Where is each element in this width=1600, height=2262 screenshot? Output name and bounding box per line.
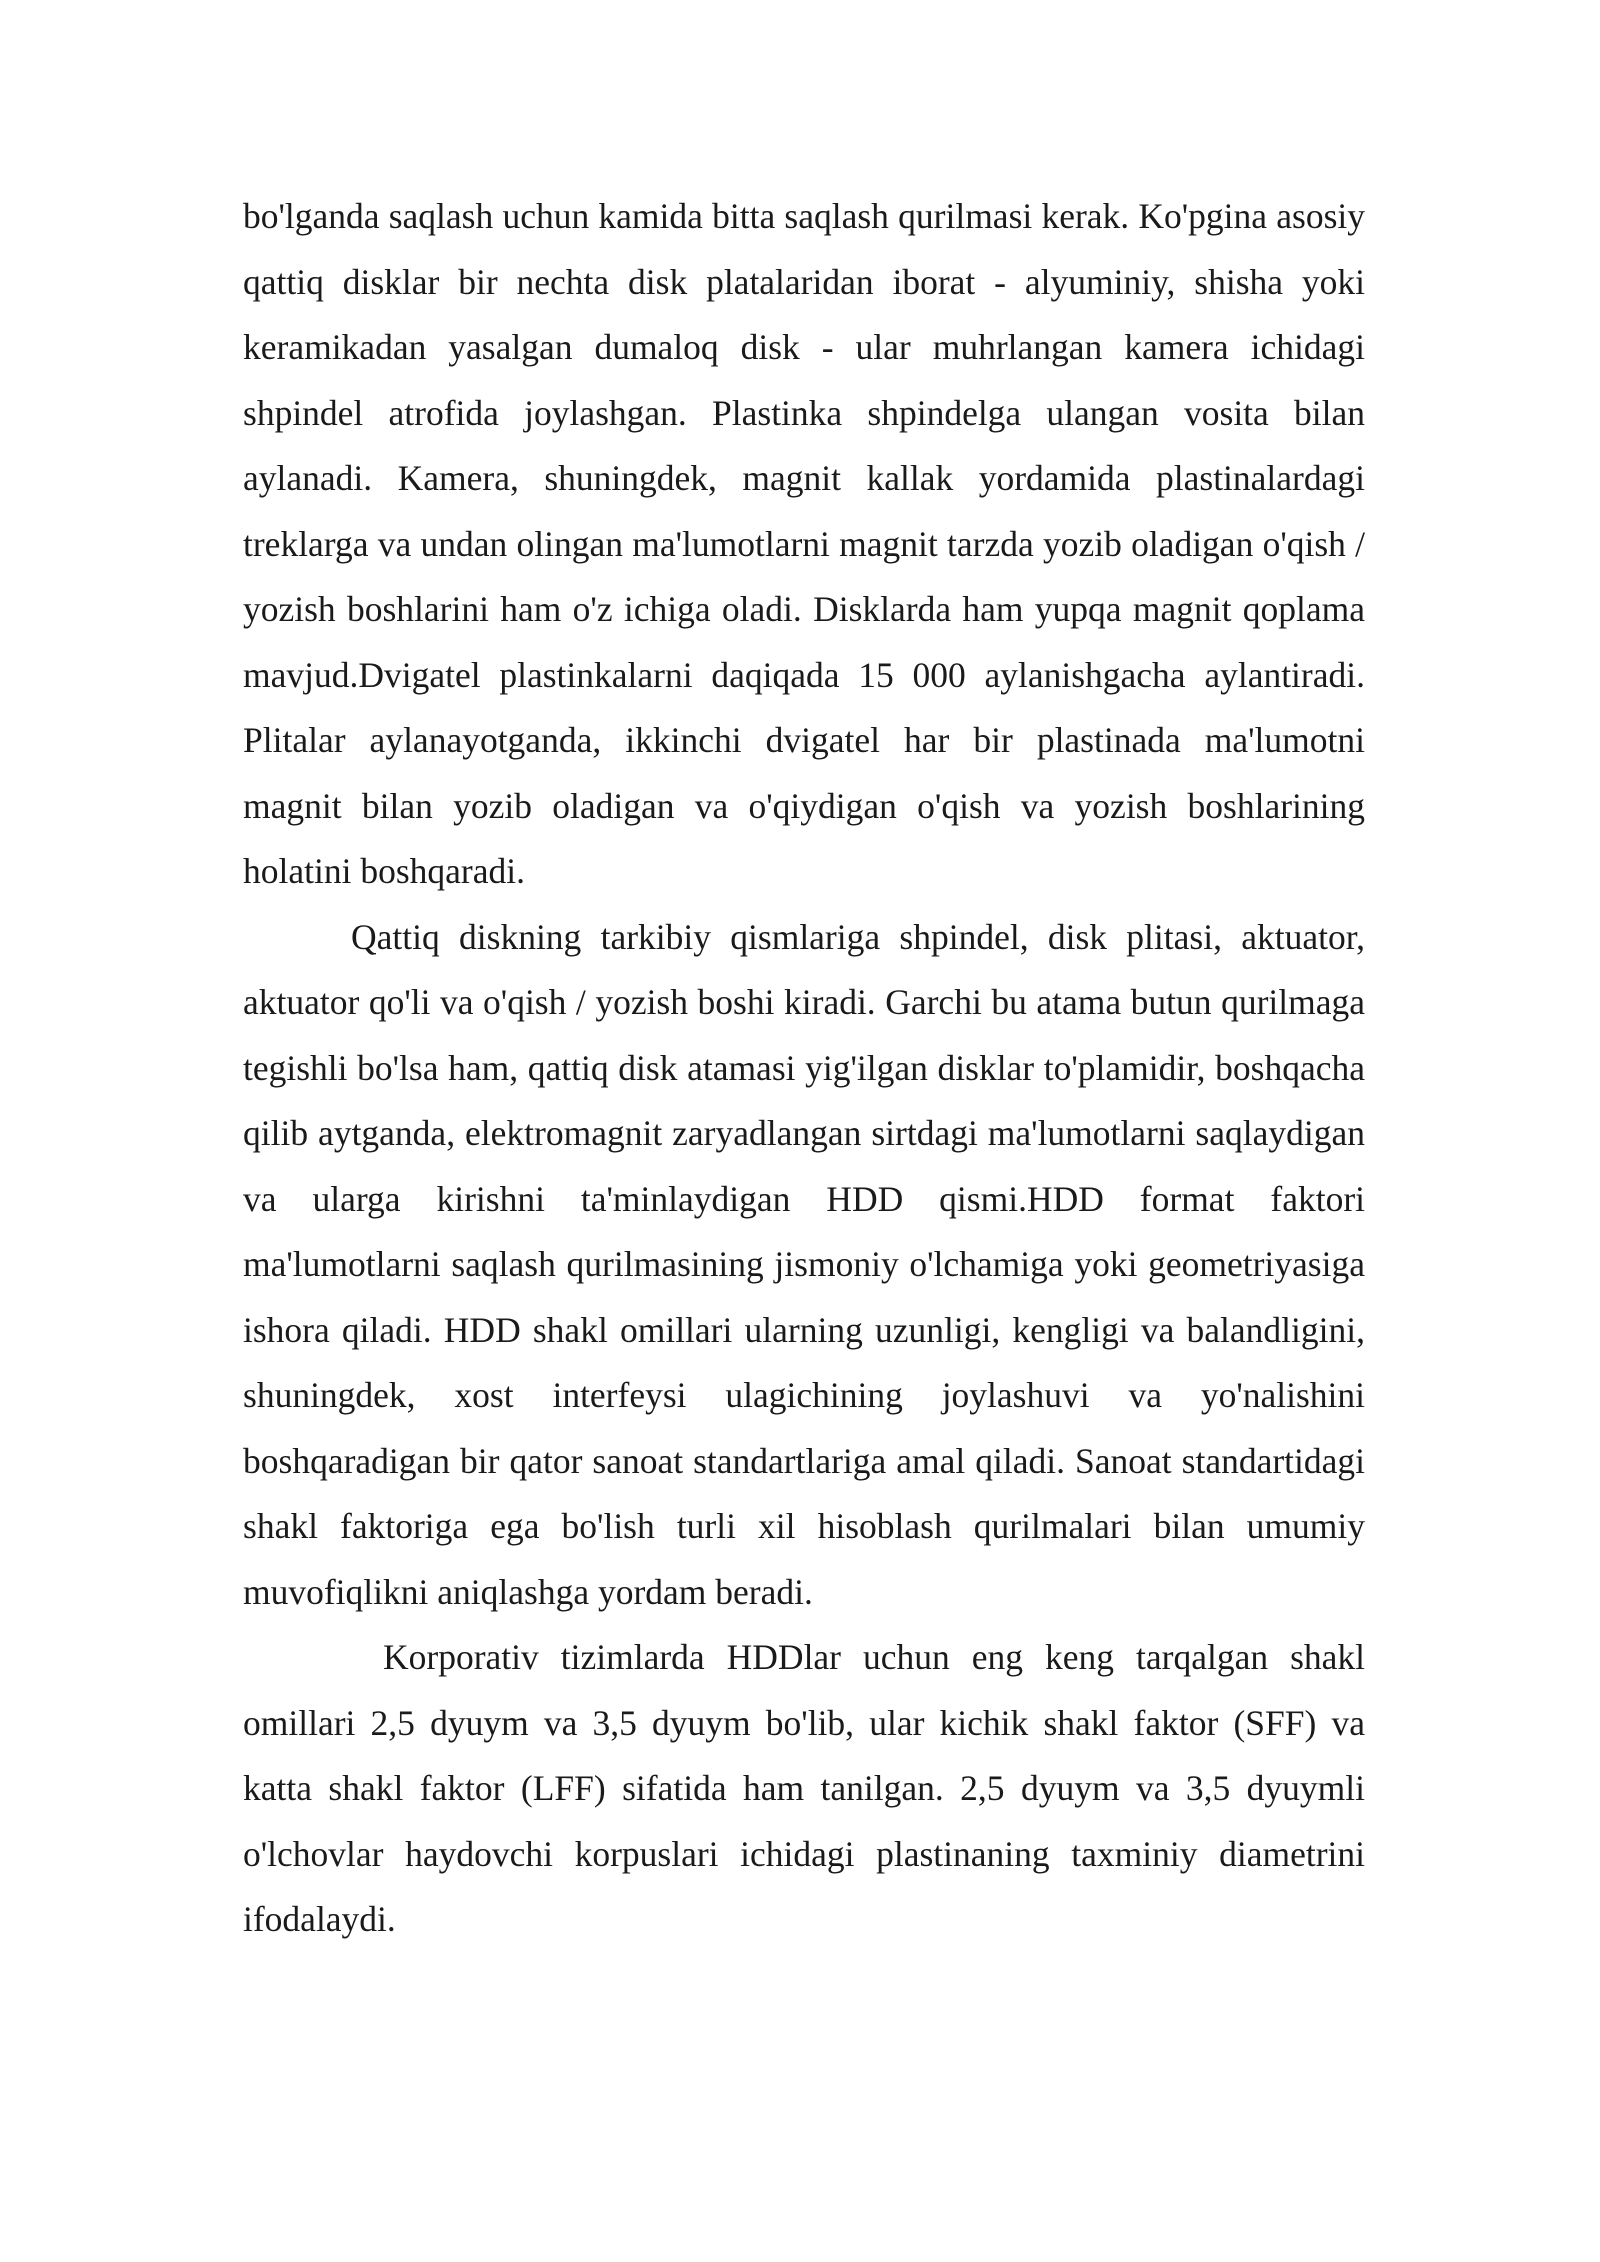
paragraph-3: Korporativ tizimlarda HDDlar uchun eng keng tarqalgan shakl omillari 2,5 dyuym va 3,5 dyuym bo'lib, ular kichik shakl faktor (SFF) va katta shakl faktor (LFF) sifatida ham tanilgan. 2,5 dyuym va 3,5 dyuymli o'lchovlar haydovchi korpuslari ichidagi plastinaning taxminiy diametrini ifodalaydi. <box>243 1637 1365 1939</box>
paragraph-1: bo'lganda saqlash uchun kamida bitta saqlash qurilmasi kerak. Ko'pgina asosiy qattiq disklar bir nechta disk platalaridan iborat - alyuminiy, shisha yoki keramikadan yasalgan dumaloq disk - ular muhrlangan kamera ichidagi shpindel atrofida joylashgan. Plastinka shpindelga ulangan vosita bilan aylanadi. Kamera, shuningdek, magnit kallak yordamida plastinalardagi treklarga va undan olingan ma'lumotlarni magnit tarzda yozib oladigan o'qish / yozish boshlarini ham o'z ichiga oladi. Disklarda ham yupqa magnit qoplama mavjud.Dvigatel plastinkalarni daqiqada 15 000 aylanishgacha aylantiradi. Plitalar aylanayotganda, ikkinchi dvigatel har bir plastinada ma'lumotni magnit bilan yozib oladigan va o'qiydigan o'qish va yozish boshlarining holatini boshqaradi. <box>243 196 1365 891</box>
paragraph-2: Qattiq diskning tarkibiy qismlariga shpindel, disk plitasi, aktuator, aktuator qo'li va o'qish / yozish boshi kiradi. Garchi bu atama butun qurilmaga tegishli bo'lsa ham, qattiq disk atamasi yig'ilgan disklar to'plamidir, boshqacha qilib aytganda, elektromagnit zaryadlangan sirtdagi ma'lumotlarni saqlaydigan va ularga kirishni ta'minlaydigan HDD qismi.HDD format faktori ma'lumotlarni saqlash qurilmasining jismoniy o'lchamiga yoki geometriyasiga ishora qiladi. HDD shakl omillari ularning uzunligi, kengligi va balandligini, shuningdek, xost interfeysi ulagichining joylashuvi va yo'nalishini boshqaradigan bir qator sanoat standartlariga amal qiladi. Sanoat standartidagi shakl faktoriga ega bo'lish turli xil hisoblash qurilmalari bilan umumiy muvofiqlikni aniqlashga yordam beradi. <box>243 916 1365 1612</box>
body-text <box>243 184 1365 1953</box>
